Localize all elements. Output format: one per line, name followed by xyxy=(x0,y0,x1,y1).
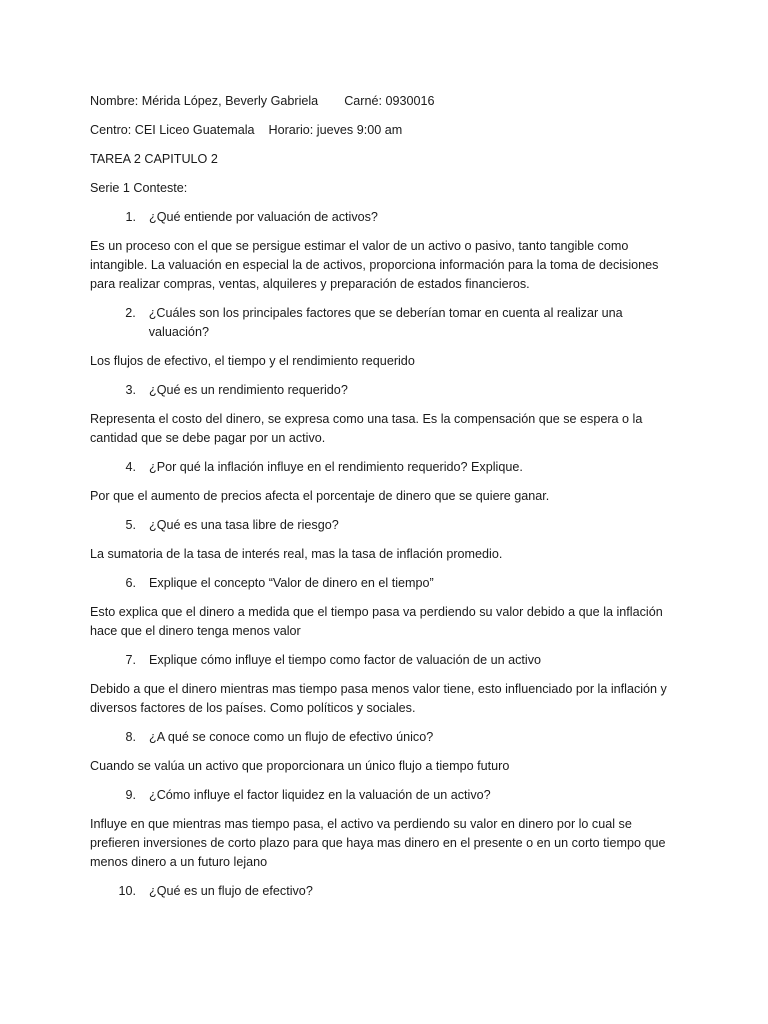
question-number: 9. xyxy=(125,788,136,802)
answer-paragraph xyxy=(90,757,680,776)
series-label: Serie 1 Conteste: xyxy=(90,181,188,195)
question-number: 10. xyxy=(118,884,136,898)
question-text: ¿Cómo influye el factor liquidez en la valuación de un activo? xyxy=(149,788,491,802)
question-number: 7. xyxy=(125,653,136,667)
answer-line: La sumatoria de la tasa de interés real, mas la tasa de inflación promedio. xyxy=(90,547,503,561)
answer-paragraph xyxy=(90,603,680,641)
question-text: ¿Qué es un rendimiento requerido? xyxy=(149,383,348,397)
answer-line: cantidad que se debe pagar por un activo. xyxy=(90,431,326,445)
answer-line: intangible. La valuación en especial la de activos, proporciona información para la toma de decisiones xyxy=(90,258,659,272)
answer-line: hace que el dinero tenga menos valor xyxy=(90,624,301,638)
question-number: 1. xyxy=(125,210,136,224)
answer-paragraph xyxy=(90,410,680,448)
horario-text: Horario: jueves 9:00 am xyxy=(268,123,403,137)
question-number: 5. xyxy=(125,518,136,532)
answer-line: Debido a que el dinero mientras mas tiempo pasa menos valor tiene, esto influenciado por la inflación y xyxy=(90,682,667,696)
answer-line: menos dinero a un futuro lejano xyxy=(90,855,268,869)
answer-paragraph xyxy=(90,545,680,564)
answer-paragraph xyxy=(90,352,680,371)
question-number: 3. xyxy=(125,383,136,397)
carne-text: Carné: 0930016 xyxy=(344,94,435,108)
question-item xyxy=(114,516,680,535)
question-item xyxy=(114,728,680,747)
answer-line: prefieren inversiones de corto plazo para que haya mas dinero en el presente o en un corto tiempo que xyxy=(90,836,666,850)
question-number: 2. xyxy=(125,306,136,320)
answer-line: Influye en que mientras mas tiempo pasa, el activo va perdiendo su valor en dinero por lo cual se xyxy=(90,817,632,831)
answer-paragraph xyxy=(90,815,680,872)
question-text: ¿A qué se conoce como un flujo de efectivo único? xyxy=(149,730,434,744)
center-info-line xyxy=(90,121,680,140)
question-text: Explique el concepto “Valor de dinero en el tiempo” xyxy=(149,576,434,590)
question-text: ¿Por qué la inflación influye en el rendimiento requerido? Explique. xyxy=(149,460,523,474)
answer-line: Esto explica que el dinero a medida que el tiempo pasa va perdiendo su valor debido a que la inflación xyxy=(90,605,663,619)
answer-line: Es un proceso con el que se persigue estimar el valor de un activo o pasivo, tanto tangible como xyxy=(90,239,629,253)
question-item xyxy=(114,304,680,342)
question-item xyxy=(114,882,680,901)
questions-list xyxy=(90,208,680,901)
answer-line: Por que el aumento de precios afecta el porcentaje de dinero que se quiere ganar. xyxy=(90,489,550,503)
answer-line: para realizar compras, ventas, alquileres y preparación de estados financieros. xyxy=(90,277,530,291)
question-text: ¿Cuáles son los principales factores que se deberían tomar en cuenta al realizar una valuación? xyxy=(148,306,623,339)
question-number: 6. xyxy=(125,576,136,590)
student-info-line xyxy=(90,92,680,111)
answer-paragraph xyxy=(90,680,680,718)
question-item xyxy=(114,381,680,400)
question-text: ¿Qué es un flujo de efectivo? xyxy=(149,884,313,898)
answer-line: Representa el costo del dinero, se expresa como una tasa. Es la compensación que se espera o la xyxy=(90,412,643,426)
question-text: ¿Qué es una tasa libre de riesgo? xyxy=(149,518,339,532)
question-item xyxy=(114,574,680,593)
answer-paragraph xyxy=(90,487,680,506)
question-text: ¿Qué entiende por valuación de activos? xyxy=(149,210,378,224)
question-item xyxy=(114,651,680,670)
question-number: 8. xyxy=(125,730,136,744)
nombre-text: Nombre: Mérida López, Beverly Gabriela xyxy=(90,94,319,108)
question-text: Explique cómo influye el tiempo como factor de valuación de un activo xyxy=(149,653,542,667)
answer-paragraph xyxy=(90,237,680,294)
centro-text: Centro: CEI Liceo Guatemala xyxy=(90,123,255,137)
document-page xyxy=(90,92,680,911)
question-number: 4. xyxy=(125,460,136,474)
question-item xyxy=(114,786,680,805)
question-item xyxy=(114,208,680,227)
question-item xyxy=(114,458,680,477)
answer-line: diversos factores de los países. Como políticos y sociales. xyxy=(90,701,416,715)
answer-line: Los flujos de efectivo, el tiempo y el rendimiento requerido xyxy=(90,354,415,368)
assignment-title: TAREA 2 CAPITULO 2 xyxy=(90,152,218,166)
answer-line: Cuando se valúa un activo que proporcionara un único flujo a tiempo futuro xyxy=(90,759,510,773)
